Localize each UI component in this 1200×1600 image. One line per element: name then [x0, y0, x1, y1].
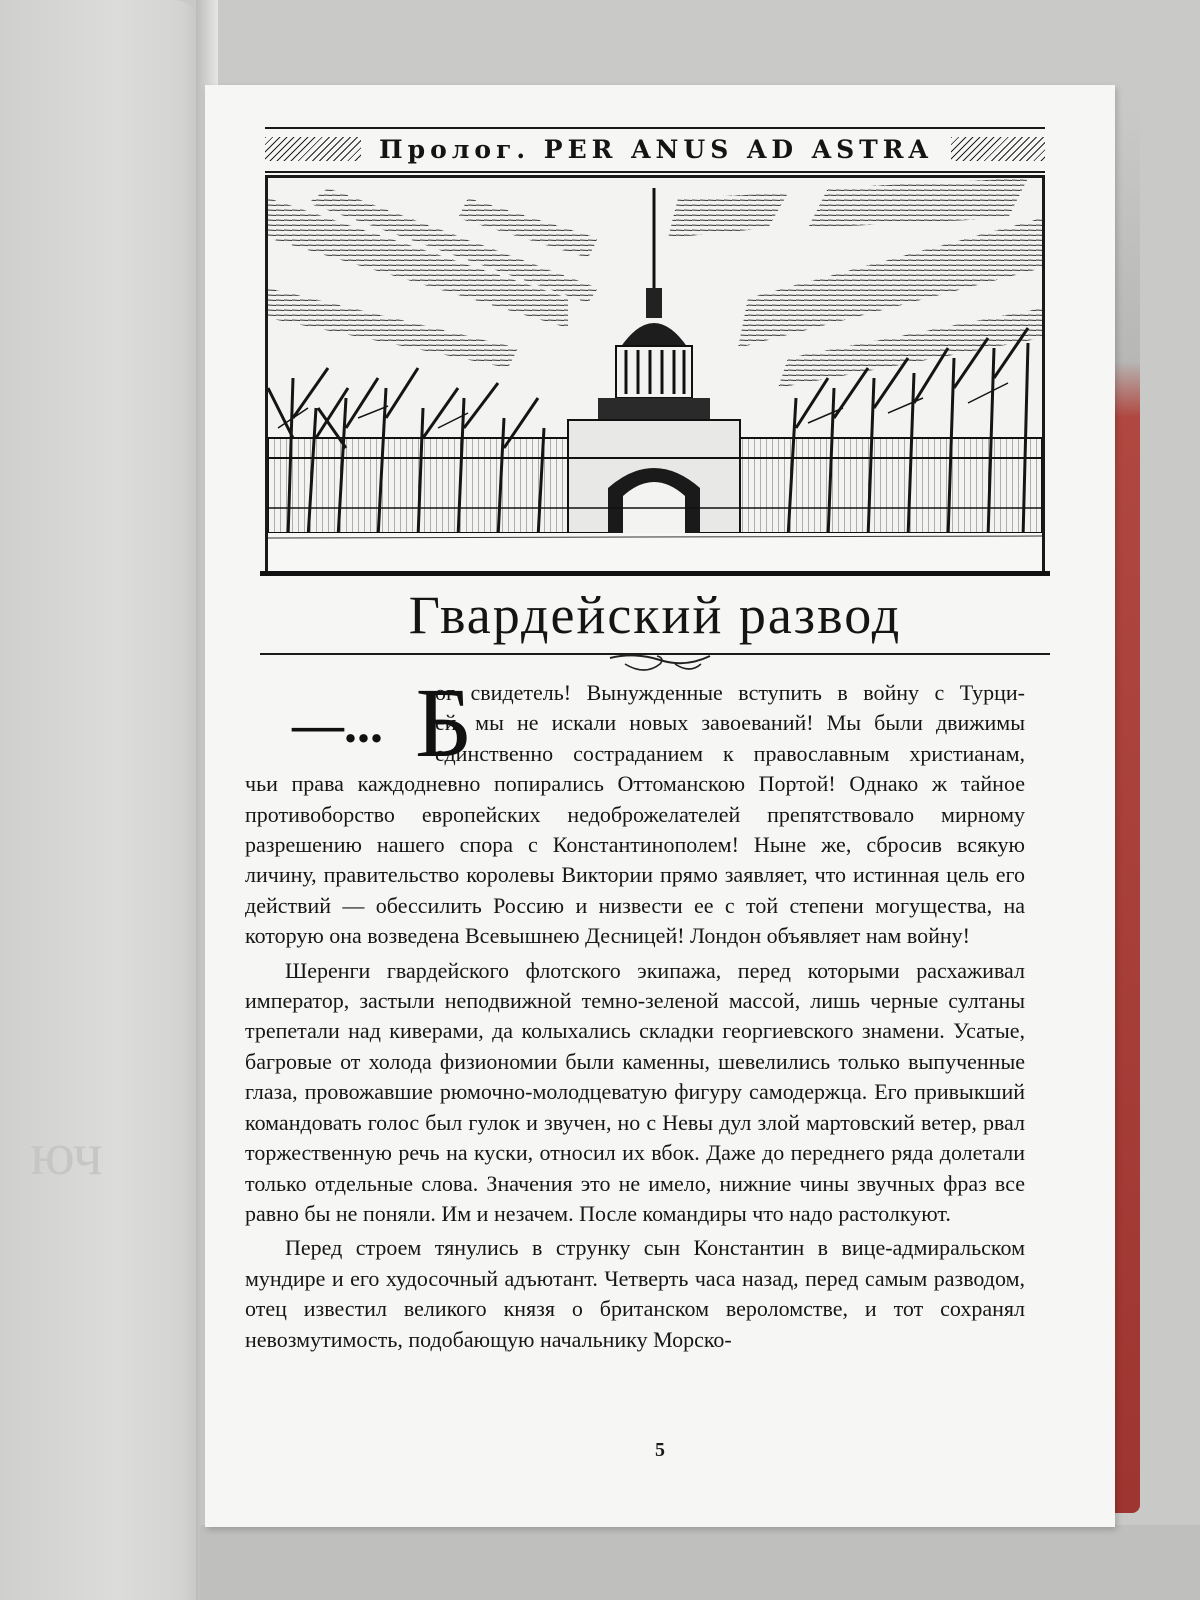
opening-line-1: ог свидетель! Вынужденные вступить в войну с Турци-: [435, 680, 1025, 705]
opening-paragraph-rest: чьи права каждодневно попирались Оттоманскою Портой! Однако ж тайное противоборство европейских недоброжелателей препятствовало мирному разрешению нашего спора с Константинополем! Ныне же, сбросив всякую личину, правительство королевы Виктории прямо заявляет, что истинная цель его действий — обессилить Россию и низвести ее с той степени могущества, на которую она возведена Всевышнею Десницей! Лондон объявляет нам войну!: [245, 771, 1025, 949]
book-page: [205, 85, 1115, 1527]
engraving-drawing: [268, 178, 1042, 572]
opening-line-3: единственно состраданием к православным христианам,: [435, 740, 1025, 766]
table-surface: [200, 1525, 1200, 1600]
title-rule-top: [260, 571, 1050, 576]
snow-ground: [268, 533, 1042, 572]
chapter-title: Гвардейский развод: [408, 585, 902, 645]
running-head: Пролог. PER ANUS AD ASTRA: [361, 133, 951, 167]
left-page: [0, 0, 215, 1600]
admiralty-illustration: [265, 175, 1045, 575]
flourish-ornament: [605, 650, 715, 680]
running-head-band: [265, 127, 1045, 173]
bleed-through-text: юч: [30, 1121, 103, 1187]
header-hatch-right: [951, 137, 1045, 161]
drop-cap: Б: [415, 667, 473, 778]
paragraph: Перед строем тянулись в струнку сын Константин в вице-адмиральском мундире и его худосочный адъютант. Четверть часа назад, перед самым разводом, отец известил великого князя о британском вероломстве, и тот сохранял невозмутимость, подобающую начальнику Морско-: [245, 1235, 1025, 1352]
opening-line-2: ей, мы не искали новых завоеваний! Мы были движимы: [435, 710, 1025, 736]
header-rule-top: [265, 127, 1045, 129]
body-text: [245, 667, 1025, 1355]
paragraph: Шеренги гвардейского флотского экипажа, перед которыми расхаживал император, застыли неподвижной темно-зеленой массой, лишь черные султаны трепетали над киверами, да колыхались складки георгиевского знамени. Усатые, багровые от холода физиономии были каменны, шевелились только выпученные глаза, провожавшие рюмочно-молодцеватую фигуру самодержца. Его привыкший командовать голос был гулок и звучен, но с Невы дул злой мартовский ветер, рвал торжественную речь на куски, относил их вбок. Даже до переднего ряда долетали только отдельные слова. Значения это не имело, нижние чины звучных фраз все равно бы не поняли. Им и незачем. После командиры что надо растолкуют.: [245, 957, 1025, 1226]
header-hatch-left: [265, 137, 361, 161]
page-number: 5: [655, 1439, 665, 1461]
header-rule-bottom: [265, 171, 1045, 173]
opening-dash: —...: [292, 697, 383, 754]
